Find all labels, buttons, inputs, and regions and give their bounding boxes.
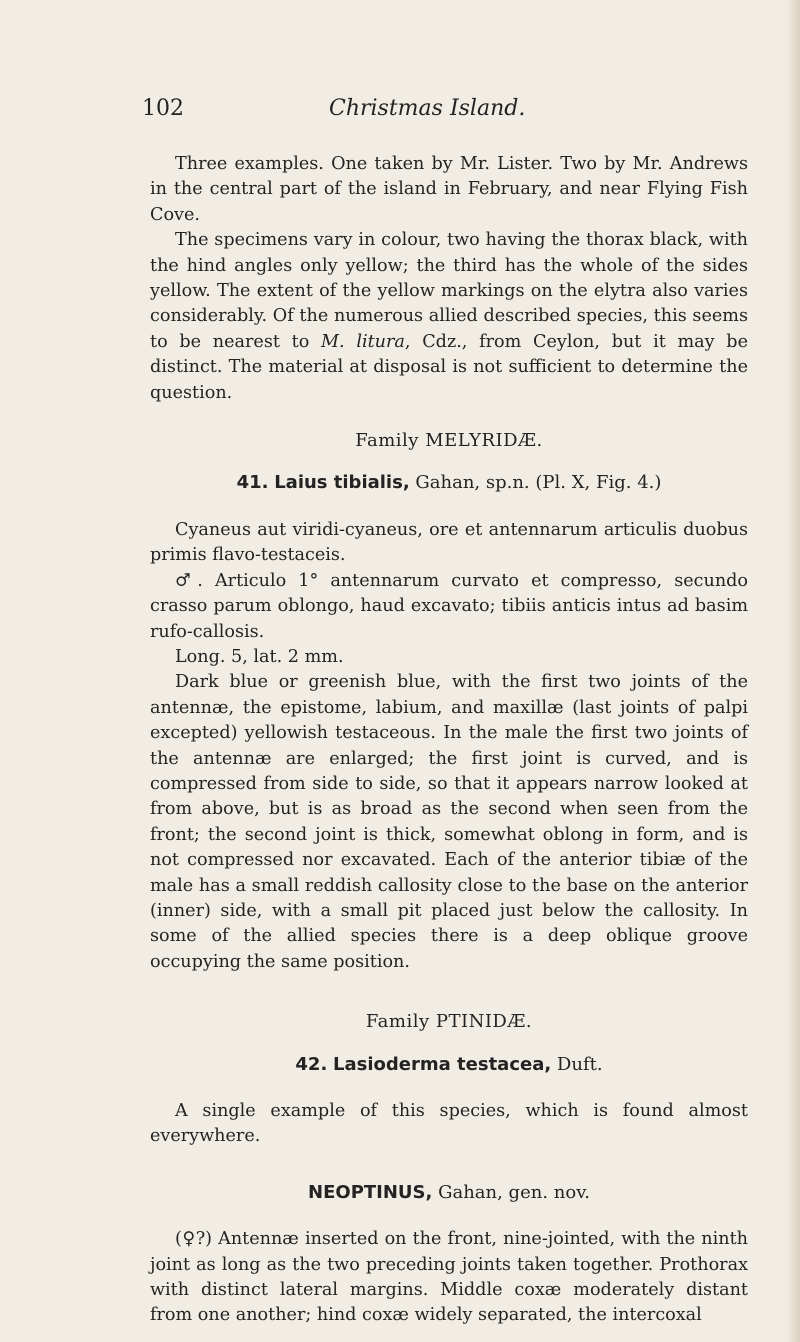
- running-title: Christmas Island.: [329, 96, 526, 121]
- latin-male-diagnosis: [150, 569, 748, 645]
- measurements: Long. 5, lat. 2 mm.: [175, 646, 344, 667]
- page-number: 102: [142, 96, 184, 121]
- species-ref-italic: M. litura: [321, 331, 405, 352]
- species-number: 42.: [295, 1053, 328, 1075]
- family-heading-ptinidae: Family PTINIDÆ.: [365, 1011, 533, 1033]
- page-edge: [786, 0, 800, 1342]
- genus-heading: [150, 1180, 748, 1205]
- latin-diagnosis: Cyaneus aut viridi-cyaneus, ore et antennarum articulis duobus primis flavo-testaceis.: [150, 519, 748, 566]
- running-head: [142, 96, 742, 126]
- text-column: [150, 152, 748, 1329]
- species-name: Laius tibialis,: [274, 472, 410, 494]
- species-heading-42: [150, 1052, 748, 1077]
- specimens-text-a: The specimens vary in colour, two having the thorax black, with the hind angles only yellow; the third has the whole of the sides yellow. The extent of the yellow markings on the elytra also varies considerably. Of the numerous allied described species, this seems to be nearest to: [150, 230, 748, 352]
- paragraph-specimens: [150, 228, 748, 406]
- species-name: Lasioderma testacea,: [333, 1053, 552, 1075]
- species-author: Gahan, sp.n.: [415, 472, 530, 494]
- paragraph-single-example: A single example of this species, which is found almost everywhere.: [150, 1101, 748, 1147]
- latin-male-text: . Articulo 1° antennarum curvato et compresso, secundo crasso parum oblongo, haud excavato; tibiis anticis intus ad basim rufo-callosis.: [150, 570, 749, 642]
- description-paragraph: Dark blue or greenish blue, with the first two joints of the antennæ, the epistome, labium, and maxillæ (last joints of palpi excepted) yellowish testaceous. In the male the first two joints of the antennæ are enlarged; the first joint is curved, and is compressed from side to side, so that it appears narrow looked at from above, but is as broad as the second when seen from the front; the second joint is thick, somewhat oblong in form, and is not compressed nor excavated. Each of the anterior tibiæ of the male has a small reddish callosity close to the base on the anterior (inner) side, with a small pit placed just below the callosity. In some of the allied species there is a deep oblique groove occupying the same position.: [150, 672, 748, 972]
- species-heading-41: [150, 470, 748, 495]
- male-symbol-icon: ♂: [175, 570, 198, 591]
- specimens-text-b: , Cdz., from Ceylon, but it may be distinct. The material at disposal is not sufficient to determine the question.: [150, 331, 748, 403]
- paragraph-genus-description: (♀?) Antennæ inserted on the front, nine-jointed, with the ninth joint as long as the two preceding joints taken together. Prothorax with distinct lateral margins. Middle coxæ moderately distant from one another; hind coxæ widely separated, the intercoxal: [150, 1229, 748, 1326]
- genus-author: Gahan, gen. nov.: [438, 1181, 590, 1203]
- species-number: 41.: [236, 472, 269, 494]
- species-author: Duft.: [556, 1053, 603, 1075]
- family-heading-melyridae: Family MELYRIDÆ.: [355, 430, 543, 452]
- plate-reference: (Pl. X, Fig. 4.): [535, 472, 662, 494]
- paragraph-examples: Three examples. One taken by Mr. Lister. Two by Mr. Andrews in the central part of the island in February, and near Flying Fish Cove.: [150, 154, 748, 225]
- genus-name: NEOPTINUS,: [308, 1181, 433, 1203]
